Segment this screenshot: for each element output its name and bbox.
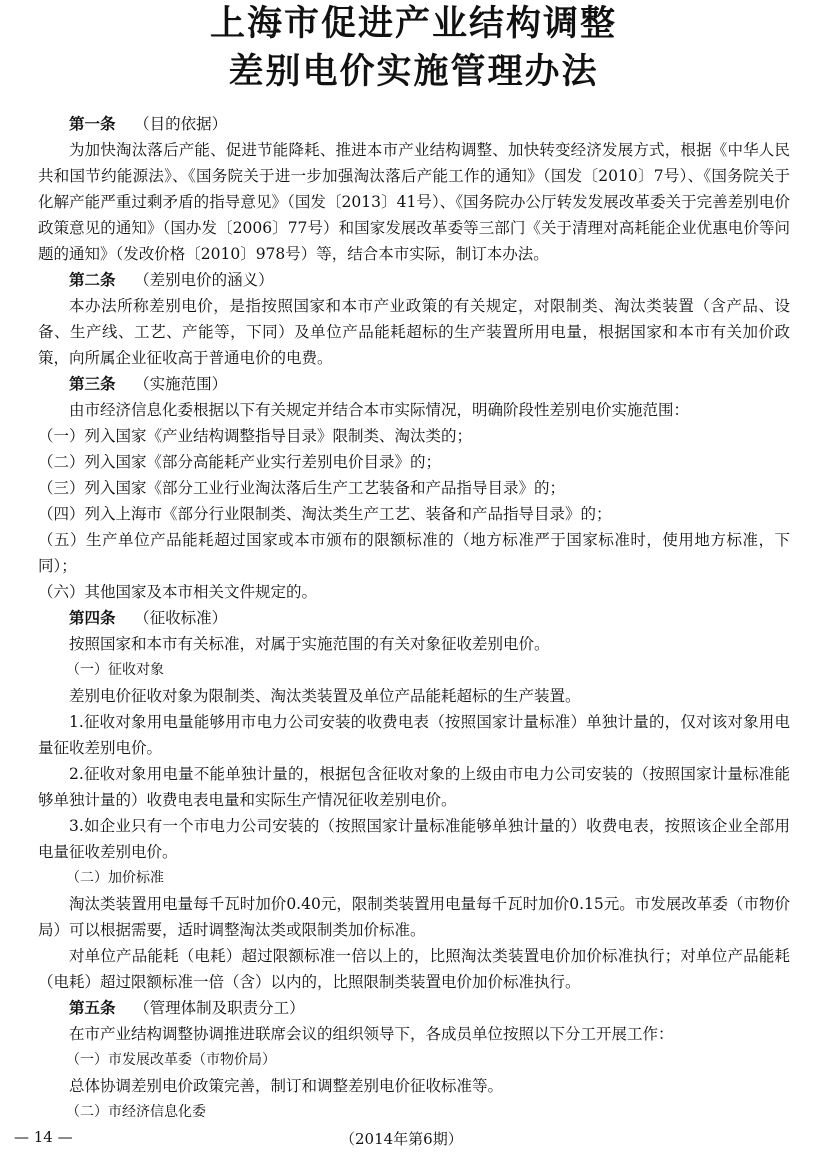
article-number: 第一条 (69, 114, 116, 133)
sub-heading: （一）征收对象 (66, 662, 164, 678)
article-number: 第三条 (69, 374, 116, 393)
paragraph: 按照国家和本市有关标准，对属于实施范围的有关对象征收差别电价。 (69, 635, 550, 653)
document-title-line1: 上海市促进产业结构调整 (209, 3, 617, 44)
list-item: （三）列入国家《部分工业行业淘汰落后生产工艺装备和产品指导目录》的； (38, 479, 566, 497)
list-item: （二）列入国家《部分高能耗产业实行差别电价目录》的； (38, 453, 442, 471)
paragraph: 3.如企业只有一个市电力公司安装的（按照国家计量标准能够单独计量的）收费电表，按照该企业全部用电量征收差别电价。 (38, 817, 790, 861)
article-label: （管理体制及职责分工） (134, 999, 305, 1017)
paragraph: 由市经济信息化委根据以下有关规定并结合本市实际情况，明确阶段性差别电价实施范围： (69, 401, 690, 419)
article-heading (38, 111, 790, 137)
paragraph: 1.征收对象用电量能够用市电力公司安装的收费电表（按照国家计量标准）单独计量的，仅对该对象用电量征收差别电价。 (38, 713, 790, 757)
article-label: （实施范围） (134, 375, 228, 393)
article-number: 第二条 (69, 270, 116, 289)
article-label: （目的依据） (134, 115, 228, 133)
paragraph: 在市产业结构调整协调推进联席会议的组织领导下，各成员单位按照以下分工开展工作： (69, 1025, 674, 1043)
article-heading (38, 267, 790, 293)
article-number: 第五条 (69, 998, 116, 1017)
paragraph: 2.征收对象用电量不能单独计量的，根据包含征收对象的上级由市电力公司安装的（按照国家计量标准能够单独计量的）收费电表电量和实际生产情况征收差别电价。 (38, 765, 790, 809)
paragraph: 淘汰类装置用电量每千瓦时加价0.40元，限制类装置用电量每千瓦时加价0.15元。市发展改革委（市物价局）可以根据需要，适时调整淘汰类或限制类加价标准。 (38, 895, 790, 939)
sub-heading: （二）市经济信息化委 (66, 1104, 206, 1120)
paragraph: 为加快淘汰落后产能、促进节能降耗、推进本市产业结构调整、加快转变经济发展方式，根据《中华人民共和国节约能源法》、《国务院关于进一步加强淘汰落后产能工作的通知》（国发〔2010〕7号）、《国务院关于化解产能严重过剩矛盾的指导意见》（国发〔2013〕41号）、《国务院办公厅转发发展改革委关于完善差别电价政策意见的通知》（国办发〔2006〕77号）和国家发展改革委等三部门《关于清理对高耗能企业优惠电价等问题的通知》（发改价格〔2010〕978号）等，结合本市实际，制订本办法。 (38, 141, 790, 263)
document-body (38, 111, 790, 1125)
article-heading (38, 995, 790, 1021)
list-item: （一）列入国家《产业结构调整指导目录》限制类、淘汰类的； (38, 427, 473, 445)
list-item: （四）列入上海市《部分行业限制类、淘汰类生产工艺、装备和产品指导目录》的； (38, 505, 612, 523)
article-heading (38, 605, 790, 631)
sub-heading: （一）市发展改革委（市物价局） (66, 1052, 276, 1068)
article-heading (38, 371, 790, 397)
article-number: 第四条 (69, 608, 116, 627)
list-item: （五）生产单位产品能耗超过国家或本市颁布的限额标准的（地方标准严于国家标准时，使用地方标准，下同）； (38, 531, 790, 575)
paragraph: 本办法所称差别电价，是指按照国家和本市产业政策的有关规定，对限制类、淘汰类装置（含产品、设备、生产线、工艺、产能等，下同）及单位产品能耗超标的生产装置所用电量，根据国家和本市有关加价政策，向所属企业征收高于普通电价的电费。 (38, 297, 790, 367)
article-label: （差别电价的涵义） (134, 271, 274, 289)
document-title-line2: 差别电价实施管理办法 (228, 51, 599, 92)
paragraph: 差别电价征收对象为限制类、淘汰类装置及单位产品能耗超标的生产装置。 (69, 687, 581, 705)
paragraph: 对单位产品能耗（电耗）超过限额标准一倍以上的，比照淘汰类装置电价加价标准执行；对单位产品能耗（电耗）超过限额标准一倍（含）以内的，比照限制类装置电价加价标准执行。 (38, 947, 790, 991)
paragraph: 总体协调差别电价政策完善，制订和调整差别电价征收标准等。 (69, 1077, 504, 1095)
page-number: — 14 — (14, 1128, 73, 1146)
list-item: （六）其他国家及本市相关文件规定的。 (38, 583, 318, 601)
page-footer (0, 1128, 827, 1152)
article-label: （征收标准） (134, 609, 228, 627)
sub-heading: （二）加价标准 (66, 870, 164, 886)
issue-label: （2014年第6期） (340, 1130, 463, 1148)
